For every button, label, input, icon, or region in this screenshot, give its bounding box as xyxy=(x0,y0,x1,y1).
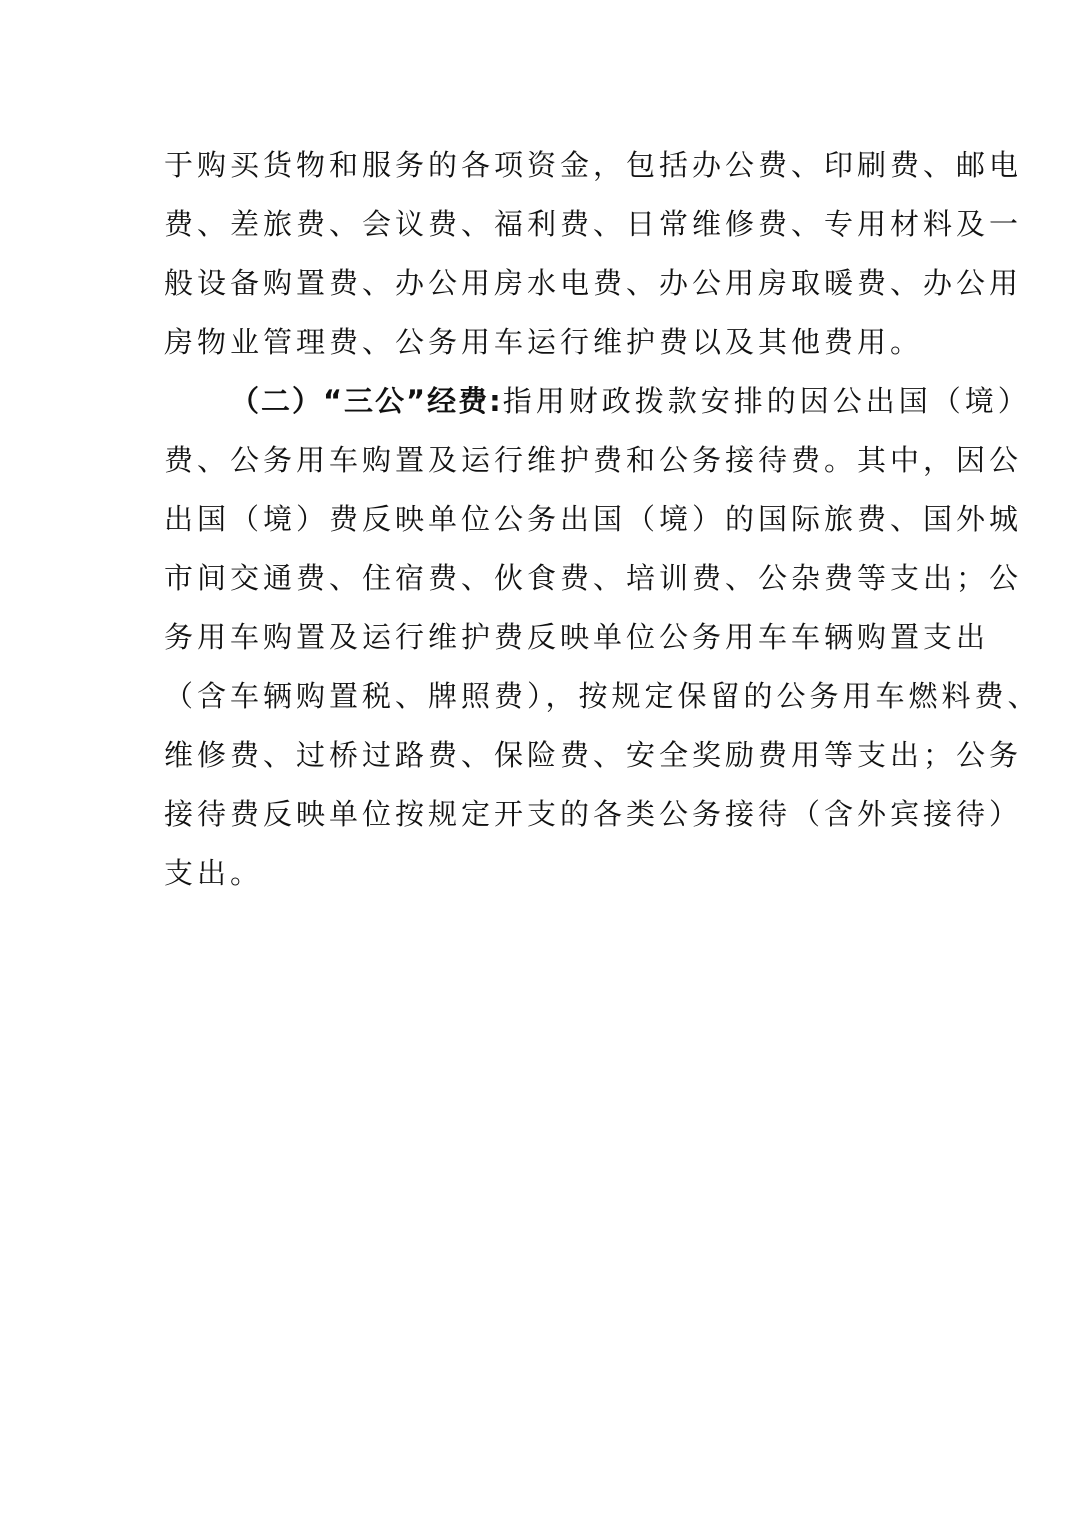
section-heading: （二）“三公”经费: xyxy=(230,384,503,418)
paragraph2-line: 市间交通费、住宿费、伙食费、培训费、公杂费等支出；公 xyxy=(164,561,1023,595)
body-text xyxy=(164,136,1041,903)
paragraph2-line: 务用车购置及运行维护费反映单位公务用车车辆购置支出 xyxy=(164,620,990,654)
paragraph1-line: 于购买货物和服务的各项资金，包括办公费、印刷费、邮电 xyxy=(164,148,1023,182)
paragraph2-line: 出国（境）费反映单位公务出国（境）的国际旅费、国外城 xyxy=(164,502,1023,536)
paragraph1-line: 费、差旅费、会议费、福利费、日常维修费、专用材料及一 xyxy=(164,207,1023,241)
paragraph2-line: 接待费反映单位按规定开支的各类公务接待（含外宾接待） xyxy=(164,797,1023,831)
paragraph2-line: 支出。 xyxy=(164,856,264,890)
paragraph1-line: 般设备购置费、办公用房水电费、办公用房取暖费、办公用 xyxy=(164,266,1023,300)
paragraph2-first-line-text: 指用财政拨款安排的因公出国（境） xyxy=(502,384,1031,418)
paragraph1-line: 房物业管理费、公务用车运行维护费以及其他费用。 xyxy=(164,325,924,359)
paragraph2-line: 维修费、过桥过路费、保险费、安全奖励费用等支出；公务 xyxy=(164,738,1023,772)
paragraph2-first-line xyxy=(164,372,1031,431)
paragraph2-line: 费、公务用车购置及运行维护费和公务接待费。其中，因公 xyxy=(164,443,1023,477)
paragraph2-line: （含车辆购置税、牌照费），按规定保留的公务用车燃料费、 xyxy=(164,679,1041,713)
